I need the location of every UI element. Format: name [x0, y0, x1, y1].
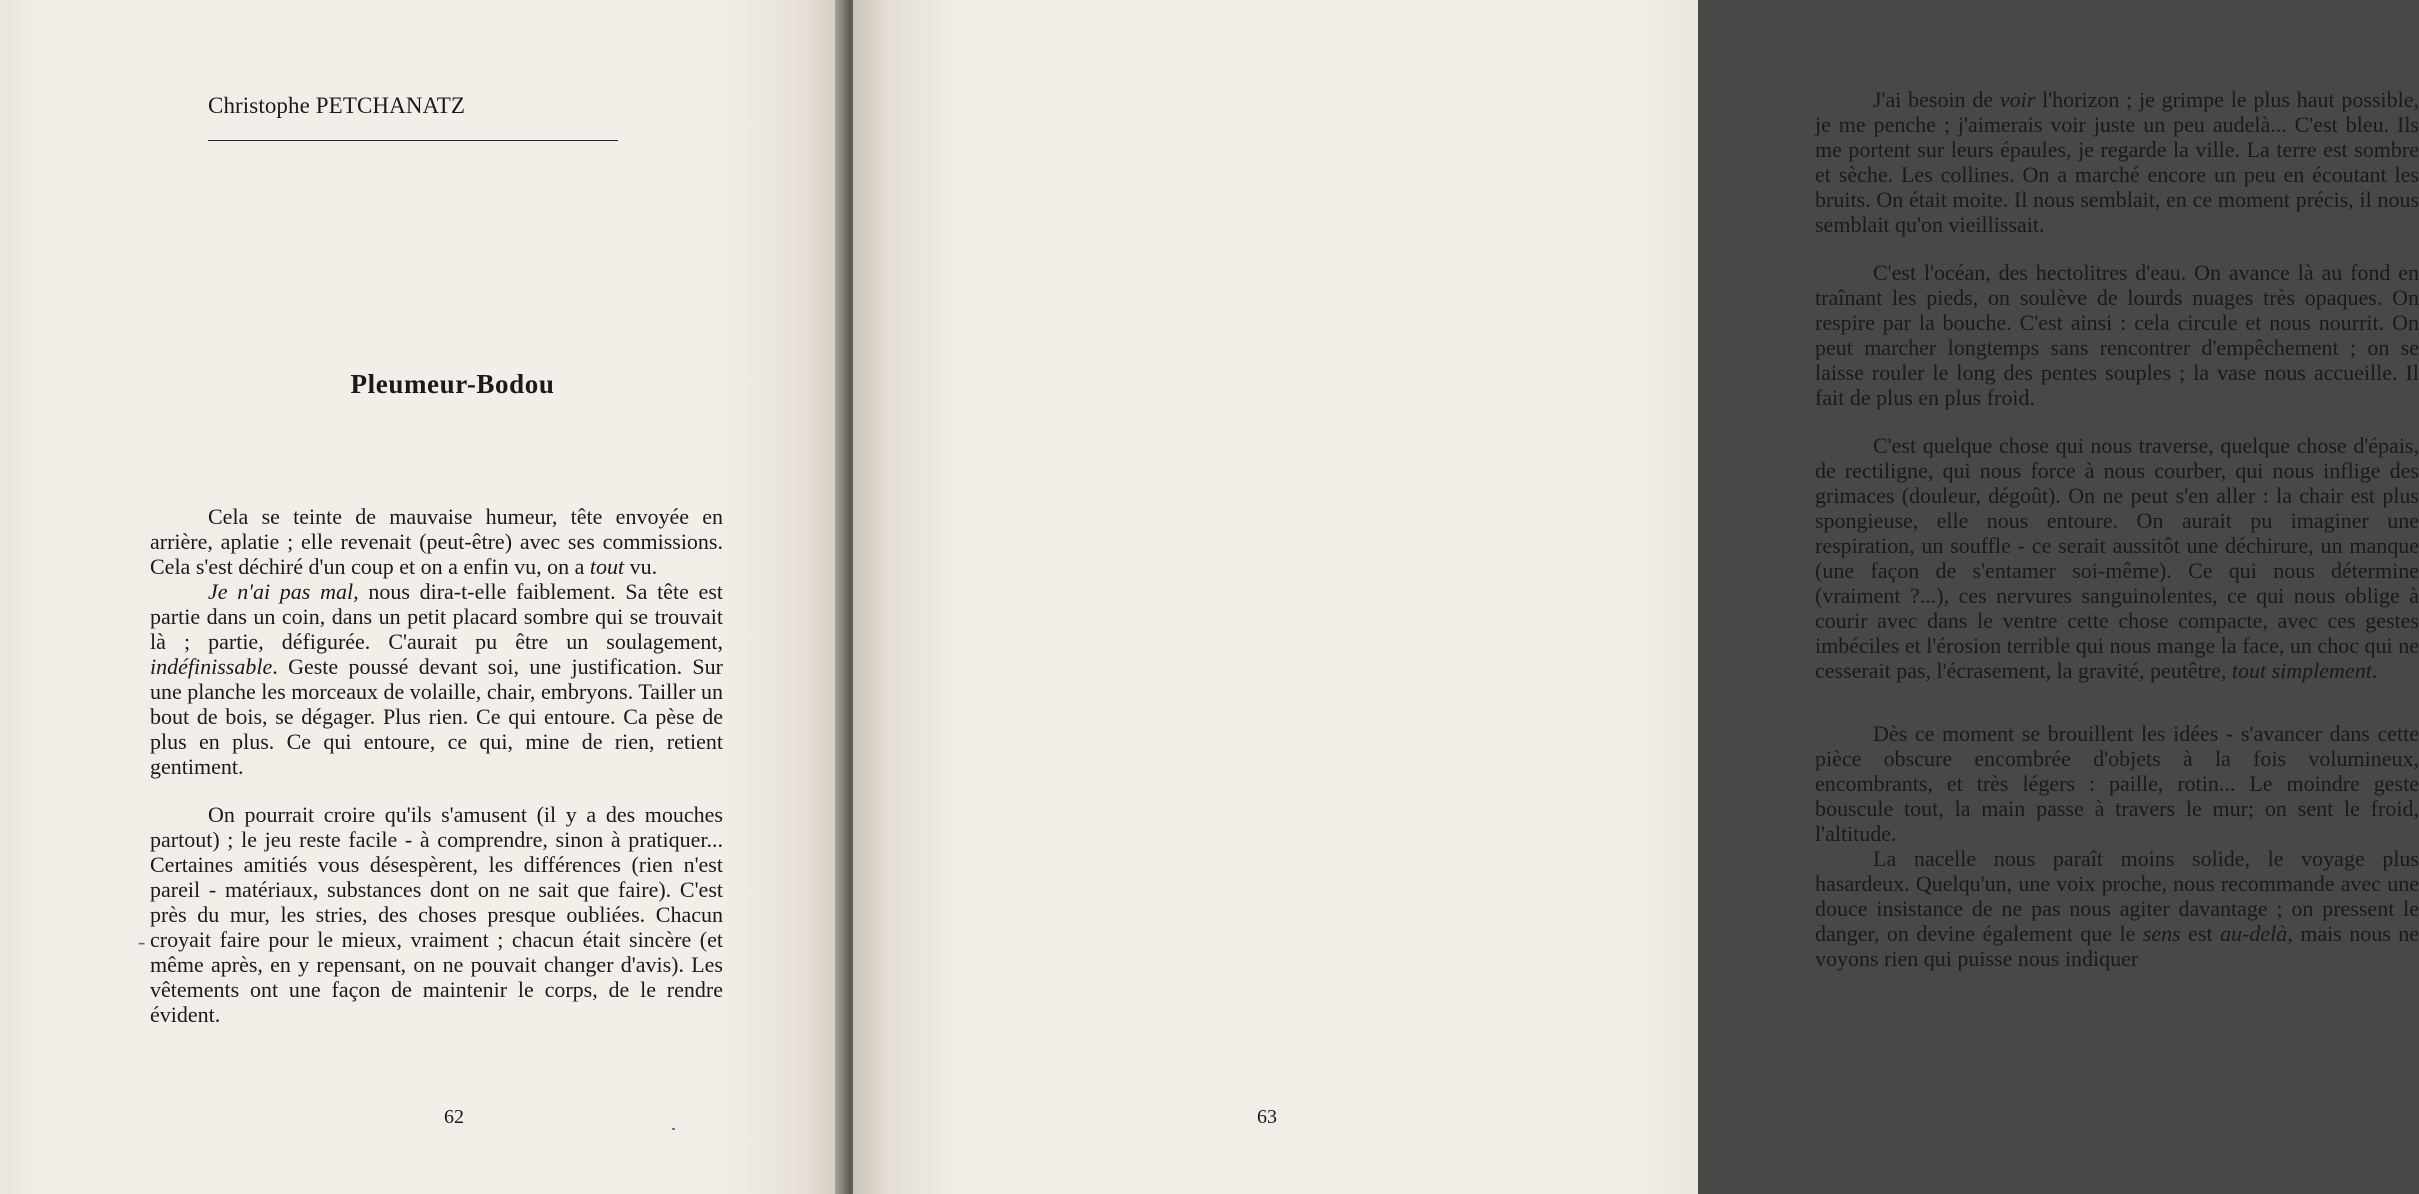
italic-phrase: au-delà — [2220, 921, 2288, 946]
left-paragraph-2: Je n'ai pas mal, nous dira-t-elle faiblement. Sa tête est partie dans un coin, dans un petit placard sombre qui se trouvait là ; partie, défigurée. C'aurait pu être un soulagement, indéfinissable. Geste poussé devant soi, une justification. Sur une planche les morceaux de volaille, chair, embryons. Tailler un bout de bois, se dégager. Plus rien. Ce qui entoure. Ca pèse de plus en plus. Ce qui entoure, ce qui, mine de rien, retient gentiment. — [150, 579, 723, 779]
author-name: Christophe PETCHANATZ — [208, 93, 466, 118]
margin-mark: - — [138, 929, 146, 954]
page-number-right: 63 — [1257, 1106, 1277, 1128]
right-paragraph-3: C'est quelque chose qui nous traverse, quelque chose d'épais, de rectiligne, qui nous force à nous courber, qui nous inflige des grimaces (douleur, dégoût). On ne peut s'en aller : la chair est plus spongieuse, elle nous entoure. On aurait pu imaginer une respiration, un souffle - ce serait aussitôt une déchirure, un manque (une façon de s'entamer soi-même). Ce qui nous détermine (vraiment ?...), ces nervures sanguinolentes, ce qui nous oblige à courir avec dans le ventre cette chose compacte, avec ces gestes imbéciles et l'érosion terrible qui nous mange la face, un choc qui ne cesserait pas, l'écrasement, la gravité, peutêtre, tout simplement. — [1815, 433, 2419, 683]
left-body-text — [150, 504, 723, 1027]
left-page — [0, 0, 845, 1194]
story-title: Pleumeur-Bodou — [350, 369, 555, 399]
right-paragraph-5: La nacelle nous paraît moins solide, le voyage plus hasardeux. Quelqu'un, une voix proche, nous recommande avec une douce insistance de ne pas nous agiter davantage ; on pressent le danger, on devine également que le sens est au-delà, mais nous ne voyons rien qui puisse nous indiquer — [1815, 846, 2419, 971]
author-rule — [208, 140, 618, 141]
italic-phrase: tout — [589, 554, 625, 579]
right-page — [853, 0, 2419, 1194]
italic-phrase: tout simplement — [2231, 658, 2372, 683]
italic-phrase: sens — [2142, 921, 2181, 946]
left-paragraph-3: On pourrait croire qu'ils s'amusent (il y a des mouches partout) ; le jeu reste facile - à comprendre, sinon à pratiquer... Certaines amitiés vous désespèrent, les différences (rien n'est pareil - matériaux, substances dont on ne sait que faire). C'est près du mur, les stries, des choses presque oubliées. Chacun croyait faire pour le mieux, vraiment ; chacun était sincère (et même après, en y repensant, on ne pouvait changer d'avis). Les vêtements ont une façon de maintenir le corps, de le rendre évident. — [150, 802, 723, 1027]
ink-speck — [672, 1128, 675, 1130]
left-paragraph-1: Cela se teinte de mauvaise humeur, tête envoyée en arrière, aplatie ; elle revenait (peut-être) avec ses commissions. Cela s'est déchiré d'un coup et on a enfin vu, on a tout vu. — [150, 504, 723, 579]
italic-phrase: indéfinissable — [150, 654, 273, 679]
italic-phrase: Je n'ai pas mal, — [208, 579, 359, 604]
italic-phrase: voir — [1999, 87, 2036, 112]
right-paragraph-2: C'est l'océan, des hectolitres d'eau. On avance là au fond en traînant les pieds, on soulève de lourds nuages très opaques. On respire par la bouche. C'est ainsi : cela circule et nous nourrit. On peut marcher longtemps sans rencontrer d'empêchement ; on se laisse rouler le long des pentes souples ; la vase nous accueille. Il fait de plus en plus froid. — [1815, 260, 2419, 410]
right-body-text — [1815, 87, 2419, 971]
right-paragraph-1: J'ai besoin de voir l'horizon ; je grimpe le plus haut possible, je me penche ; j'aimerais voir juste un peu audelà... C'est bleu. Ils me portent sur leurs épaules, je regarde la ville. La terre est sombre et sèche. Les collines. On a marché encore un peu en écoutant les bruits. On était moite. Il nous semblait, en ce moment précis, il nous semblait qu'on vieillissait. — [1815, 87, 2419, 237]
page-number-left: 62 — [444, 1106, 464, 1128]
right-paragraph-4: Dès ce moment se brouillent les idées - s'avancer dans cette pièce obscure encombrée d'objets à la fois volumineux, encombrants, et très légers : paille, rotin... Le moindre geste bouscule tout, la main passe à travers le mur; on sent le froid, l'altitude. — [1815, 721, 2419, 846]
